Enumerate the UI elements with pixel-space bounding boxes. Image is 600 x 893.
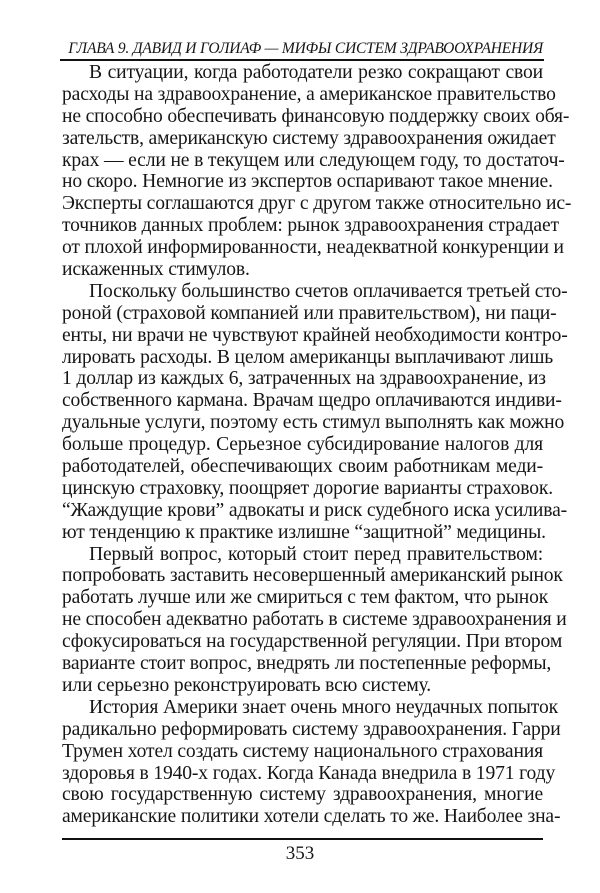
text-line: собственного кармана. Врачам щедро оплачиваются индиви- xyxy=(62,390,562,412)
text-line: роной (страховой компанией или правительством), ни паци- xyxy=(62,302,557,324)
text-line: расходы на здравоохранение, а американское правительство xyxy=(62,83,556,105)
text-line: или серьезно реконструировать всю систему. xyxy=(62,674,432,696)
paragraph xyxy=(62,543,567,697)
text-line: точников данных проблем: рынок здравоохранения страдает xyxy=(62,215,559,237)
paragraph xyxy=(62,696,561,828)
header-rule xyxy=(60,59,544,61)
paragraph xyxy=(62,280,568,544)
text-line: дуальные услуги, поэтому есть стимул выполнять как можно xyxy=(62,412,565,434)
text-line: работодателей, обеспечивающих своим работникам меди- xyxy=(62,456,543,478)
text-line: попробовать заставить несовершенный американский рынок xyxy=(62,565,563,587)
text-line: История Америки знает очень много неудачных попыток xyxy=(89,696,558,718)
text-line: Поскольку большинство счетов оплачивается третьей сто- xyxy=(89,280,568,302)
text-line: Эксперты соглашаются друг с другом также относительно ис- xyxy=(62,193,572,215)
paragraph xyxy=(62,62,572,281)
text-line: но скоро. Немногие из экспертов оспаривают такое мнение. xyxy=(62,171,553,193)
text-line: Трумен хотел создать систему национального страхования xyxy=(62,740,543,762)
text-line: лировать расходы. В целом американцы выплачивают лишь xyxy=(62,346,554,368)
text-line: зательств, американскую систему здравоохранения ожидает xyxy=(62,127,556,149)
text-line: 1 доллар из каждых 6, затраченных на здравоохранение, из xyxy=(62,368,546,390)
footer-rule xyxy=(62,838,543,840)
text-line: здоровья в 1940-х годах. Когда Канада внедрила в 1971 году xyxy=(62,762,556,784)
text-line: ют тенденцию к практике излишне “защитной” медицины. xyxy=(62,521,546,543)
text-line: искаженных стимулов. xyxy=(62,259,250,281)
text-line: радикально реформировать систему здравоохранения. Гарри xyxy=(62,718,561,740)
text-line: не способно обеспечивать финансовую поддержку своих обя- xyxy=(62,105,570,127)
text-line: “Жаждущие крови” адвокаты и риск судебного иска усилива- xyxy=(62,499,567,521)
text-line: варианте стоит вопрос, внедрять ли постепенные реформы, xyxy=(62,653,552,675)
text-line: не способен адекватно работать в системе здравоохранения и xyxy=(62,609,567,631)
text-line: Первый вопрос, который стоит перед правительством: xyxy=(89,543,543,565)
text-line: сфокусироваться на государственной регуляции. При втором xyxy=(62,631,563,653)
text-line: енты, ни врачи не чувствуют крайней необходимости контро- xyxy=(62,324,568,346)
text-line: работать лучше или же смириться с тем фактом, что рынок xyxy=(62,587,549,609)
text-line: В ситуации, когда работодатели резко сокращают свои xyxy=(89,62,543,83)
text-line: крах — если не в текущем или следующем году, то достаточ- xyxy=(62,149,565,171)
page-number: 353 xyxy=(285,843,315,864)
running-header: ГЛАВА 9. ДАВИД И ГОЛИАФ — МИФЫ СИСТЕМ ЗДРАВООХРАНЕНИЯ xyxy=(68,40,543,57)
body-text xyxy=(62,62,572,828)
text-line: больше процедур. Серьезное субсидирование налогов для xyxy=(62,434,543,456)
text-line: от плохой информированности, неадекватной конкуренции и xyxy=(62,237,564,259)
text-line: американские политики хотели сделать то же. Наиболее зна- xyxy=(62,806,561,828)
text-line: цинскую страховку, поощряет дорогие варианты страховок. xyxy=(62,477,554,499)
text-line: свою государственную систему здравоохранения, многие xyxy=(62,784,543,806)
